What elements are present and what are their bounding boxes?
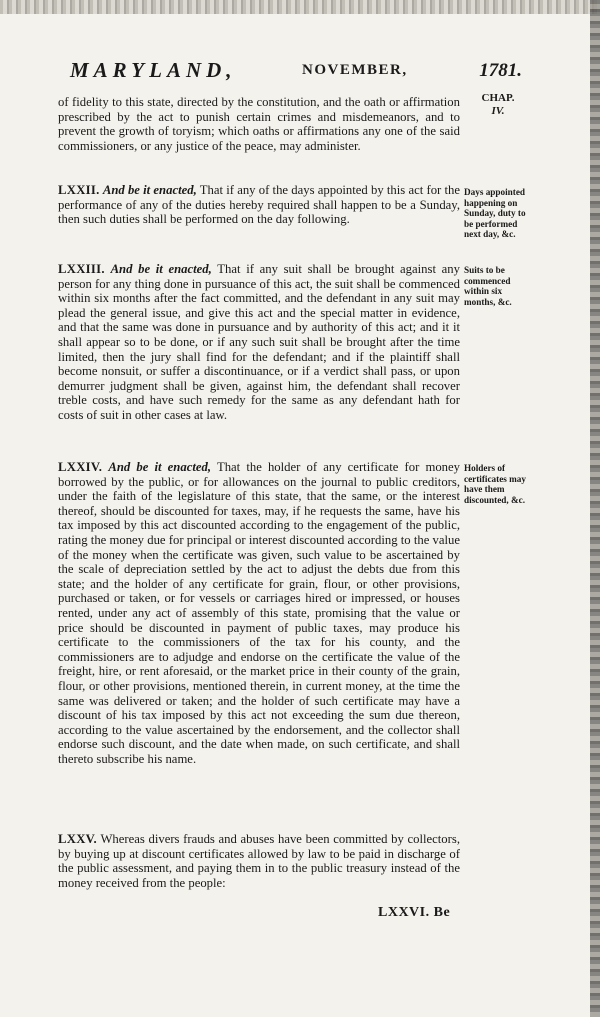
section-text: of fidelity to this state, directed by the constitution, and the oath or affirmation prescribed by the act to punish certain crimes and misdemeanors, and to prevent the growth of toryism; which oaths or affirmations any one of the said commissioners, or any justice of the peace, may administer. — [58, 95, 460, 153]
catchword: LXXVI. Be — [378, 905, 451, 920]
running-header — [70, 58, 520, 84]
section-lxxii — [58, 183, 460, 227]
margin-note-certificates: Holders of certificates may have them discounted, &c. — [464, 463, 526, 505]
section-lxxiii — [58, 262, 460, 423]
section-text: Whereas divers frauds and abuses have been committed by collectors, by buying up at discount certificates allowed by law to be paid in discharge of the public assessment, and paying them in to the public treasury instead of the money received from the people: — [58, 832, 460, 890]
header-year: 1781. — [479, 60, 522, 81]
section-number: LXXII. — [58, 183, 100, 197]
header-month: NOVEMBER, — [302, 62, 408, 78]
section-continuation — [58, 95, 460, 153]
enacting-clause: And be it enacted, — [110, 262, 212, 276]
section-lxxv — [58, 832, 460, 890]
section-text: That if any of the days appointed by this act for the performance of any of the duties hereby required shall happen to be a Sunday, then such duties shall be performed on the day following. — [58, 183, 460, 227]
margin-note-sunday: Days appointed happening on Sunday, duty to be performed next day, &c. — [464, 187, 526, 239]
section-lxxiv — [58, 460, 460, 766]
margin-note-suits: Suits to be commenced within six months, &c. — [464, 265, 512, 307]
section-paragraph — [58, 183, 460, 227]
section-paragraph — [58, 262, 460, 423]
section-text: That the holder of any certificate for money borrowed by the public, or for allowances on the journal to public creditors, under the faith of the legislature of this state, that the same, or the interest thereof, should be discounted for taxes, may, if he requests the same, have his tax imposed by this act discounted according to the engagement of the public, rating the money due for principal or interest discounted according to the value of the money when the certificate was given, such value to be ascertained by the scale of depreciation settled by the act to adjust the debts due from this state; and the holder of any certificate for grain, flour, or other provisions, purchased or taken, or for vessels or carriages hired or impressed, or houses rented, under any act of assembly of this state, promising that the value or price should be discounted in payment of public taxes, may produce his certificate to the commissioners of the tax for his county, and the commissioners are to adjudge and endorse on the certificate the value of the freight, hire, or rent aforesaid, or the market price in their county of the grain, flour, or other provisions, mentioned therein, in current money, at the time the same was delivered or taken; and the holder of such certificate may have a discount of his tax imposed by this act not exceeding the sum due thereon, according to the value ascertained by the endorsement, and the collector shall endorse such discount, and the date when made, on such certificate, and shall thereto subscribe his name. — [58, 460, 460, 766]
section-text: That if any suit shall be brought against any person for any thing done in pursuance of this act, the suit shall be commenced within six months after the fact committed, and the defendant in any suit may plead the general issue, and give this act and the special matter in evidence, and that the same was done in pursuance and by authority of this act; and it it shall appear so to be done, or if any such suit shall be brought after the time limited, then the jury shall find for the defendant; and if the plaintiff shall become nonsuit, or suffer a discontinuance, or if a verdict shall pass, or upon demurrer judgment shall be given, against him, the defendant shall recover treble costs, and have such remedy for the same as any defendant hath for costs of suit in other cases at law. — [58, 262, 460, 422]
binding-edge — [590, 0, 600, 1017]
chapter-marker — [468, 92, 528, 118]
enacting-clause: And be it enacted, — [102, 183, 197, 197]
chapter-number: IV. — [491, 105, 505, 117]
section-number: LXXIV. — [58, 460, 103, 474]
page-top-edge — [0, 0, 600, 14]
header-state: MARYLAND, — [70, 58, 237, 82]
section-number: LXXV. — [58, 832, 97, 846]
enacting-clause: And be it enacted, — [108, 460, 212, 474]
section-paragraph — [58, 460, 460, 766]
chapter-label: CHAP. — [481, 92, 515, 104]
section-paragraph — [58, 832, 460, 890]
section-number: LXXIII. — [58, 262, 105, 276]
